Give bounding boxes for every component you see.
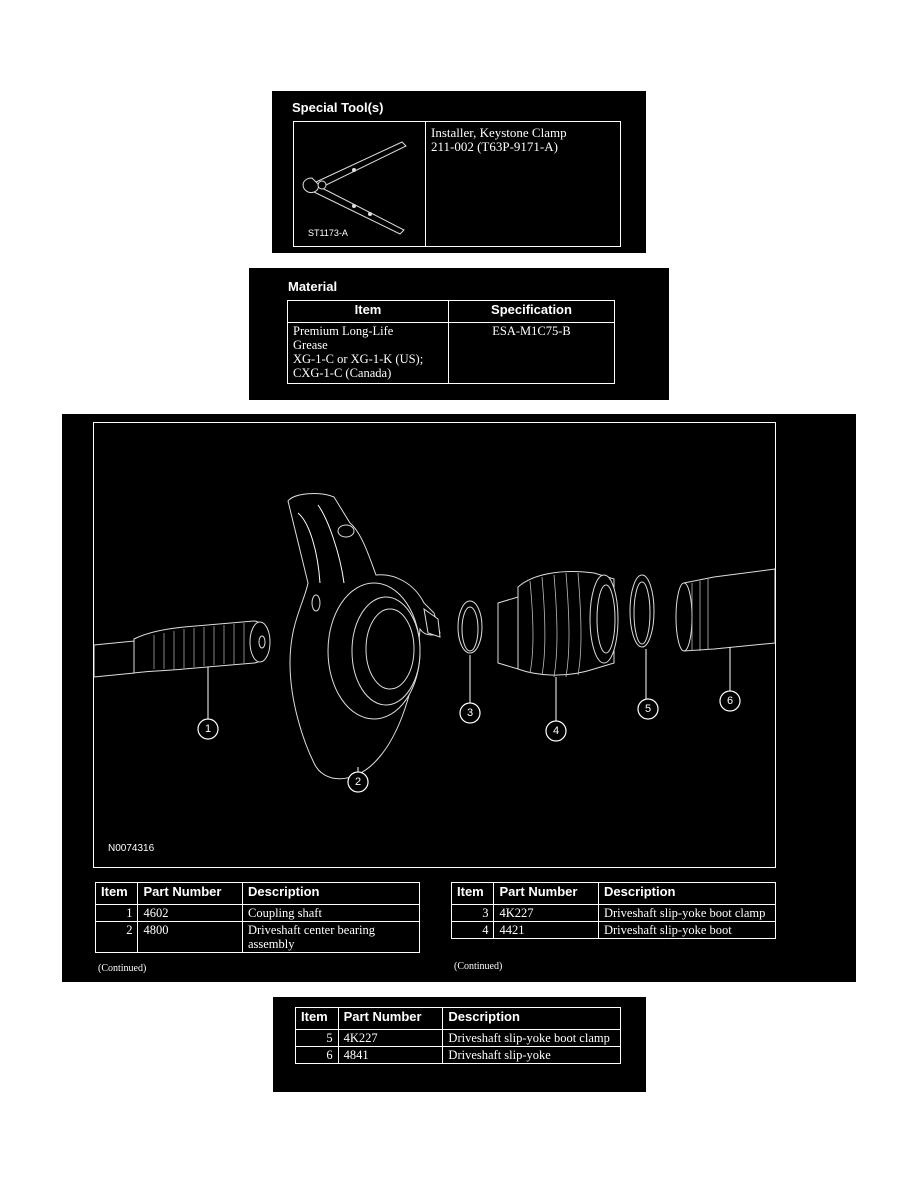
material-heading: Material: [288, 279, 338, 294]
cell-item: 1: [96, 905, 138, 922]
material-row: [288, 323, 615, 384]
material-item-line: XG-1-C or XG-1-K (US);: [293, 352, 424, 366]
special-tools-panel: [272, 91, 646, 253]
diagram-figure-id: N0074316: [108, 843, 155, 854]
cell-part-number: 4800: [138, 922, 243, 953]
table-row: [296, 1030, 621, 1047]
header-part-number: Part Number: [338, 1008, 443, 1030]
parts-table-right: [451, 882, 776, 939]
boot-clamp-3-illustration: [458, 601, 482, 653]
parts-table-left: [95, 882, 420, 953]
cell-description: Driveshaft slip-yoke boot: [598, 922, 775, 939]
cell-item: 3: [452, 905, 494, 922]
cell-description: Coupling shaft: [242, 905, 419, 922]
coupling-shaft-illustration: [94, 621, 270, 677]
table-row: [96, 905, 420, 922]
diagram-frame: [93, 422, 776, 868]
special-tools-table: [293, 121, 621, 247]
cell-item: 4: [452, 922, 494, 939]
callout-4-label: 4: [552, 725, 560, 737]
callout-2-label: 2: [354, 776, 362, 788]
callout-6-label: 6: [726, 695, 734, 707]
continued-label-right: (Continued): [454, 961, 503, 972]
header-part-number: Part Number: [494, 883, 599, 905]
cell-item: 5: [296, 1030, 339, 1047]
callout-6: [720, 691, 740, 711]
cell-part-number: 4841: [338, 1047, 443, 1064]
slip-yoke-illustration: [676, 569, 775, 651]
header-description: Description: [443, 1008, 621, 1030]
slip-yoke-boot-illustration: [498, 572, 618, 677]
header-item: Item: [452, 883, 494, 905]
parts-table-bottom: [295, 1007, 621, 1064]
center-bearing-illustration: [288, 494, 440, 779]
material-item-line: Grease: [293, 338, 328, 352]
cell-description: Driveshaft slip-yoke: [443, 1047, 621, 1064]
tool-illustration-cell: [294, 122, 426, 246]
tool-description-number: 211-002 (T63P-9171-A): [431, 139, 558, 154]
callout-3-label: 3: [466, 707, 474, 719]
driveshaft-exploded-view: [94, 423, 775, 867]
material-col-spec: Specification: [449, 301, 615, 323]
cell-item: 2: [96, 922, 138, 953]
cell-part-number: 4421: [494, 922, 599, 939]
tool-description-name: Installer, Keystone Clamp: [431, 125, 567, 140]
table-row: [452, 905, 776, 922]
header-item: Item: [296, 1008, 339, 1030]
table-row: [296, 1047, 621, 1064]
parts-continued-panel: [273, 997, 646, 1092]
material-item-line: CXG-1-C (Canada): [293, 366, 392, 380]
cell-description: Driveshaft center bearing assembly: [242, 922, 419, 953]
header-description: Description: [242, 883, 419, 905]
header-description: Description: [598, 883, 775, 905]
callout-5-label: 5: [644, 703, 652, 715]
exploded-diagram-panel: [62, 414, 856, 982]
table-row: [452, 922, 776, 939]
continued-label-left: (Continued): [98, 963, 147, 974]
cell-description: Driveshaft slip-yoke boot clamp: [598, 905, 775, 922]
header-item: Item: [96, 883, 138, 905]
cell-description: Driveshaft slip-yoke boot clamp: [443, 1030, 621, 1047]
material-specification: ESA-M1C75-B: [449, 323, 615, 384]
parts-table-header-row: [452, 883, 776, 905]
cell-item: 6: [296, 1047, 339, 1064]
parts-table-header-row: [296, 1008, 621, 1030]
table-row: [96, 922, 420, 953]
header-part-number: Part Number: [138, 883, 243, 905]
cell-part-number: 4602: [138, 905, 243, 922]
material-table: [287, 300, 615, 384]
callout-4: [546, 721, 566, 741]
material-header-row: [288, 301, 615, 323]
callout-5: [638, 699, 658, 719]
callout-1-label: 1: [204, 723, 212, 735]
callout-2: [348, 772, 368, 792]
tool-figure-label: ST1173-A: [308, 228, 348, 238]
cell-part-number: 4K227: [494, 905, 599, 922]
tool-description: [431, 126, 567, 154]
callout-1: [198, 719, 218, 739]
material-item-line: Premium Long-Life: [293, 324, 394, 338]
material-panel: [249, 268, 669, 400]
special-tools-heading: Special Tool(s): [292, 100, 384, 115]
parts-table-header-row: [96, 883, 420, 905]
material-item: [288, 323, 449, 384]
boot-clamp-5-illustration: [630, 575, 654, 647]
material-col-item: Item: [288, 301, 449, 323]
callout-3: [460, 703, 480, 723]
cell-part-number: 4K227: [338, 1030, 443, 1047]
